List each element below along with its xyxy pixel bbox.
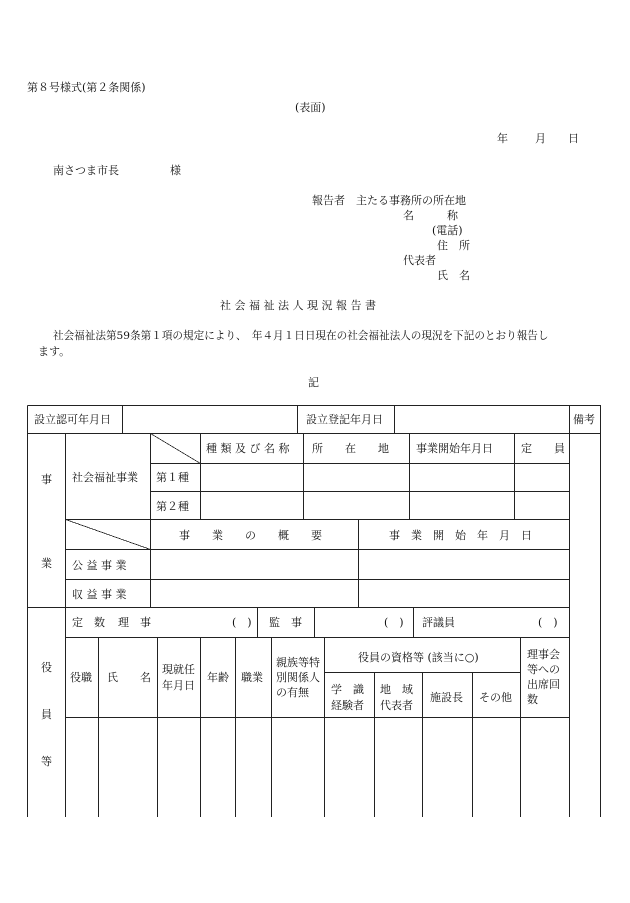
business-side-top: 事 (41, 473, 52, 486)
type-1-label: 第１種 (156, 471, 189, 484)
business-side-bottom: 業 (41, 557, 52, 570)
body-text-line2: ます。 (38, 345, 71, 358)
officers-side-2: 員 (41, 708, 52, 721)
director-count: ( ) (232, 616, 252, 629)
approval-date-value[interactable] (123, 406, 297, 433)
community-header-line2: 代表者 (380, 699, 413, 712)
attendance-header-line1: 理事会 (527, 648, 560, 661)
relatives-header-line2: 別関係人 (276, 671, 320, 684)
body-text-line1: 社会福祉法第59条第１項の規定により、 年４月１日日現在の社会福祉法人の現況を下記のとおり報告し (53, 330, 549, 342)
name-header: 氏 名 (107, 671, 151, 684)
phone-label: (電話) (432, 224, 463, 237)
registration-date-label: 設立登記年月日 (306, 413, 383, 426)
registration-date-value[interactable] (395, 406, 569, 433)
capacity-header: 定 員 (521, 442, 565, 455)
office-location-label: 主たる事務所の所在地 (356, 194, 466, 207)
date-month: 月 (535, 132, 546, 145)
representative-label: 代表者 (403, 254, 436, 267)
facility-head-header: 施設長 (430, 691, 463, 704)
table-grid (27, 405, 601, 817)
start-date-header: 事業開始年月日 (416, 442, 493, 455)
remarks-label: 備考 (573, 413, 595, 426)
report-table (27, 405, 601, 817)
welfare-business-label: 社会福祉事業 (72, 471, 138, 484)
relatives-header-line1: 親族等特 (276, 656, 320, 669)
public-interest-label: 公 益 事 業 (72, 559, 127, 572)
occupation-header: 職業 (241, 671, 263, 684)
officers-side-1: 役 (41, 661, 52, 674)
appointed-header-line1: 現就任 (162, 663, 195, 676)
address-label: 住 所 (437, 239, 470, 252)
location-header: 所 在 地 (312, 442, 389, 455)
auditor-label: 監 事 (269, 616, 302, 629)
quota-label: 定 数 (72, 616, 105, 629)
form-number: 第８号様式(第２条関係) (27, 81, 146, 94)
scholar-header-line1: 学 識 (331, 683, 364, 696)
councilor-label: 評議員 (422, 616, 455, 629)
auditor-count: ( ) (384, 616, 404, 629)
start-date-wide-header: 事 業 開 始 年 月 日 (389, 529, 532, 542)
date-day: 日 (568, 132, 579, 145)
profit-business-label: 収 益 事 業 (72, 588, 127, 601)
qualification-header: 役員の資格等 (該当に○) (358, 651, 479, 664)
org-name-label: 名 称 (403, 209, 458, 222)
type-name-header: 種 類 及 び 名 称 (206, 442, 290, 455)
rep-name-label: 氏 名 (437, 269, 470, 282)
reporter-label: 報告者 (312, 194, 345, 207)
date-year: 年 (497, 132, 508, 145)
attendance-header-line4: 数 (527, 693, 538, 706)
document-title: 社 会 福 祉 法 人 現 況 報 告 書 (220, 299, 376, 312)
officers-side-3: 等 (41, 755, 52, 768)
councilor-count: ( ) (538, 616, 558, 629)
form-side-label: (表面) (295, 101, 326, 114)
attendance-header-line3: 出席回 (527, 678, 560, 691)
type-2-label: 第２種 (156, 500, 189, 513)
scholar-header-line2: 経験者 (331, 699, 364, 712)
relatives-header-line3: の有無 (276, 686, 309, 699)
overview-header: 事 業 の 概 要 (179, 529, 322, 542)
appointed-header-line2: 年月日 (162, 679, 195, 692)
ki-label: 記 (308, 376, 319, 389)
community-header-line1: 地 域 (380, 683, 413, 696)
honorific: 様 (170, 164, 181, 177)
approval-date-label: 設立認可年月日 (34, 413, 111, 426)
addressee: 南さつま市長 (53, 164, 119, 177)
other-header: その他 (479, 691, 512, 704)
attendance-header-line2: 等への (527, 663, 560, 676)
director-label: 理 事 (118, 616, 151, 629)
position-header: 役職 (70, 671, 92, 684)
age-header: 年齢 (207, 671, 229, 684)
